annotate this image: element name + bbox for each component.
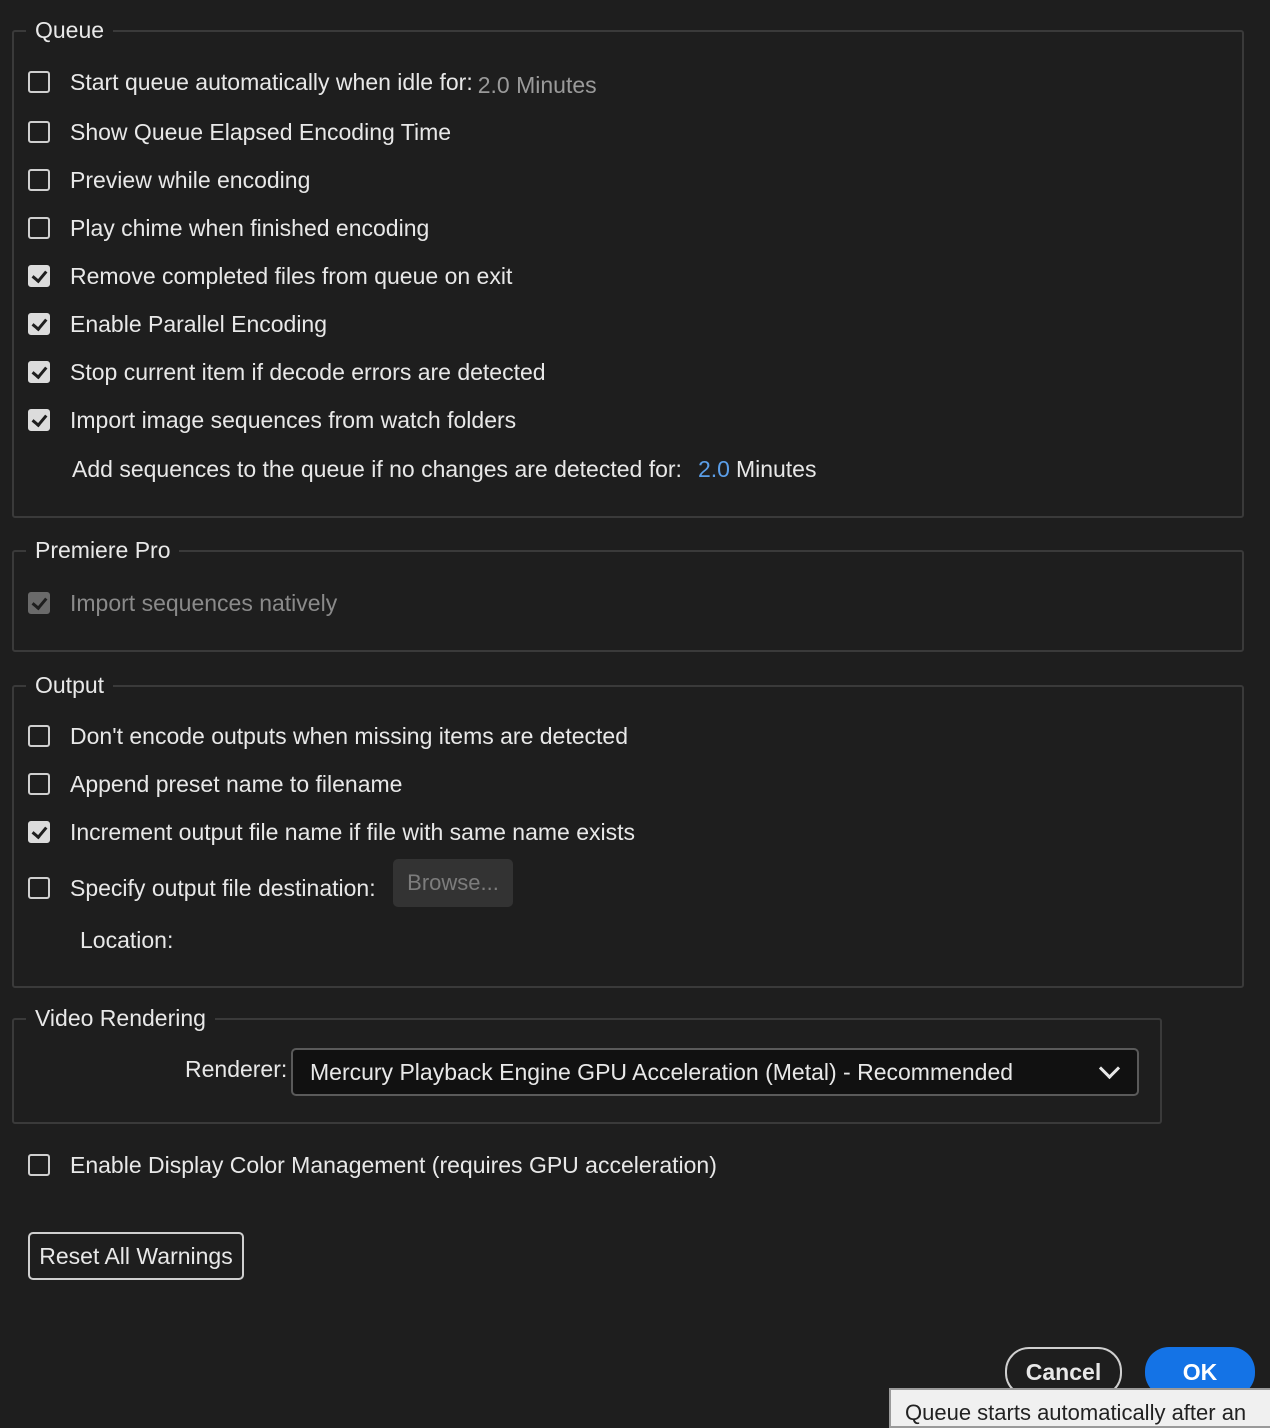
output-option-row[interactable] xyxy=(28,721,628,751)
queue-legend: Queue xyxy=(26,13,113,47)
video-rendering-legend: Video Rendering xyxy=(26,1001,215,1035)
stop-on-errors-checkbox[interactable] xyxy=(28,361,50,383)
queue-option-row[interactable] xyxy=(28,213,429,243)
browse-button: Browse... xyxy=(393,859,513,907)
import-image-sequences-checkbox[interactable] xyxy=(28,409,50,431)
preview-encoding-checkbox[interactable] xyxy=(28,169,50,191)
stop-on-errors-label: Stop current item if decode errors are detected xyxy=(70,358,546,385)
add-sequences-row xyxy=(72,454,816,484)
add-sequences-value[interactable]: 2.0 xyxy=(697,455,730,482)
import-natively-checkbox xyxy=(28,592,50,614)
play-chime-checkbox[interactable] xyxy=(28,217,50,239)
import-natively-label: Import sequences natively xyxy=(70,589,338,616)
idle-time-value[interactable]: 2.0 Minutes xyxy=(477,71,597,98)
import-natively-row xyxy=(28,588,337,618)
start-queue-row[interactable] xyxy=(28,67,597,97)
output-option-row[interactable] xyxy=(28,769,402,799)
add-sequences-label: Add sequences to the queue if no changes are detected for: xyxy=(72,455,682,482)
location-label: Location: xyxy=(80,926,174,953)
parallel-encoding-checkbox[interactable] xyxy=(28,313,50,335)
renderer-label: Renderer: xyxy=(185,1055,288,1082)
play-chime-label: Play chime when finished encoding xyxy=(70,214,430,241)
increment-filename-checkbox[interactable] xyxy=(28,821,50,843)
queue-option-row[interactable] xyxy=(28,309,327,339)
color-management-label: Enable Display Color Management (requires GPU acceleration) xyxy=(70,1151,717,1178)
specify-destination-row[interactable] xyxy=(28,870,628,903)
ok-button[interactable]: OK xyxy=(1145,1347,1255,1397)
output-group xyxy=(12,672,1244,988)
premiere-group xyxy=(12,537,1244,652)
cancel-button[interactable]: Cancel xyxy=(1005,1347,1122,1397)
append-preset-checkbox[interactable] xyxy=(28,773,50,795)
reset-warnings-button[interactable]: Reset All Warnings xyxy=(28,1232,244,1280)
video-rendering-group xyxy=(12,1005,1162,1124)
location-row xyxy=(80,925,173,955)
queue-option-row[interactable] xyxy=(28,117,451,147)
increment-filename-label: Increment output file name if file with same name exists xyxy=(70,818,636,845)
queue-option-row[interactable] xyxy=(28,357,546,387)
append-preset-label: Append preset name to filename xyxy=(70,770,403,797)
dont-encode-missing-label: Don't encode outputs when missing items are detected xyxy=(70,722,628,749)
preview-encoding-label: Preview while encoding xyxy=(70,166,311,193)
start-queue-label: Start queue automatically when idle for: xyxy=(70,68,473,95)
parallel-encoding-label: Enable Parallel Encoding xyxy=(70,310,328,337)
dont-encode-missing-checkbox[interactable] xyxy=(28,725,50,747)
remove-completed-label: Remove completed files from queue on exit xyxy=(70,262,513,289)
remove-completed-checkbox[interactable] xyxy=(28,265,50,287)
show-elapsed-checkbox[interactable] xyxy=(28,121,50,143)
specify-destination-checkbox[interactable] xyxy=(28,877,50,899)
chevron-down-icon xyxy=(1099,1058,1120,1079)
import-image-sequences-label: Import image sequences from watch folders xyxy=(70,406,517,433)
specify-destination-label: Specify output file destination: xyxy=(70,874,376,901)
start-queue-checkbox[interactable] xyxy=(28,71,50,93)
add-sequences-unit: Minutes xyxy=(735,455,817,482)
queue-option-row[interactable] xyxy=(28,261,512,291)
premiere-legend: Premiere Pro xyxy=(26,533,179,567)
queue-option-row[interactable] xyxy=(28,405,516,435)
renderer-label-row xyxy=(185,1054,287,1084)
output-legend: Output xyxy=(26,668,113,702)
renderer-value: Mercury Playback Engine GPU Acceleration (Metal) - Recommended xyxy=(310,1058,1014,1085)
renderer-select[interactable] xyxy=(291,1048,1139,1096)
show-elapsed-label: Show Queue Elapsed Encoding Time xyxy=(70,118,452,145)
color-management-checkbox[interactable] xyxy=(28,1154,50,1176)
queue-group xyxy=(12,17,1244,518)
output-option-row[interactable] xyxy=(28,817,635,847)
tooltip: Queue starts automatically after an xyxy=(889,1388,1270,1428)
queue-option-row[interactable] xyxy=(28,165,310,195)
color-management-row[interactable] xyxy=(28,1150,717,1180)
